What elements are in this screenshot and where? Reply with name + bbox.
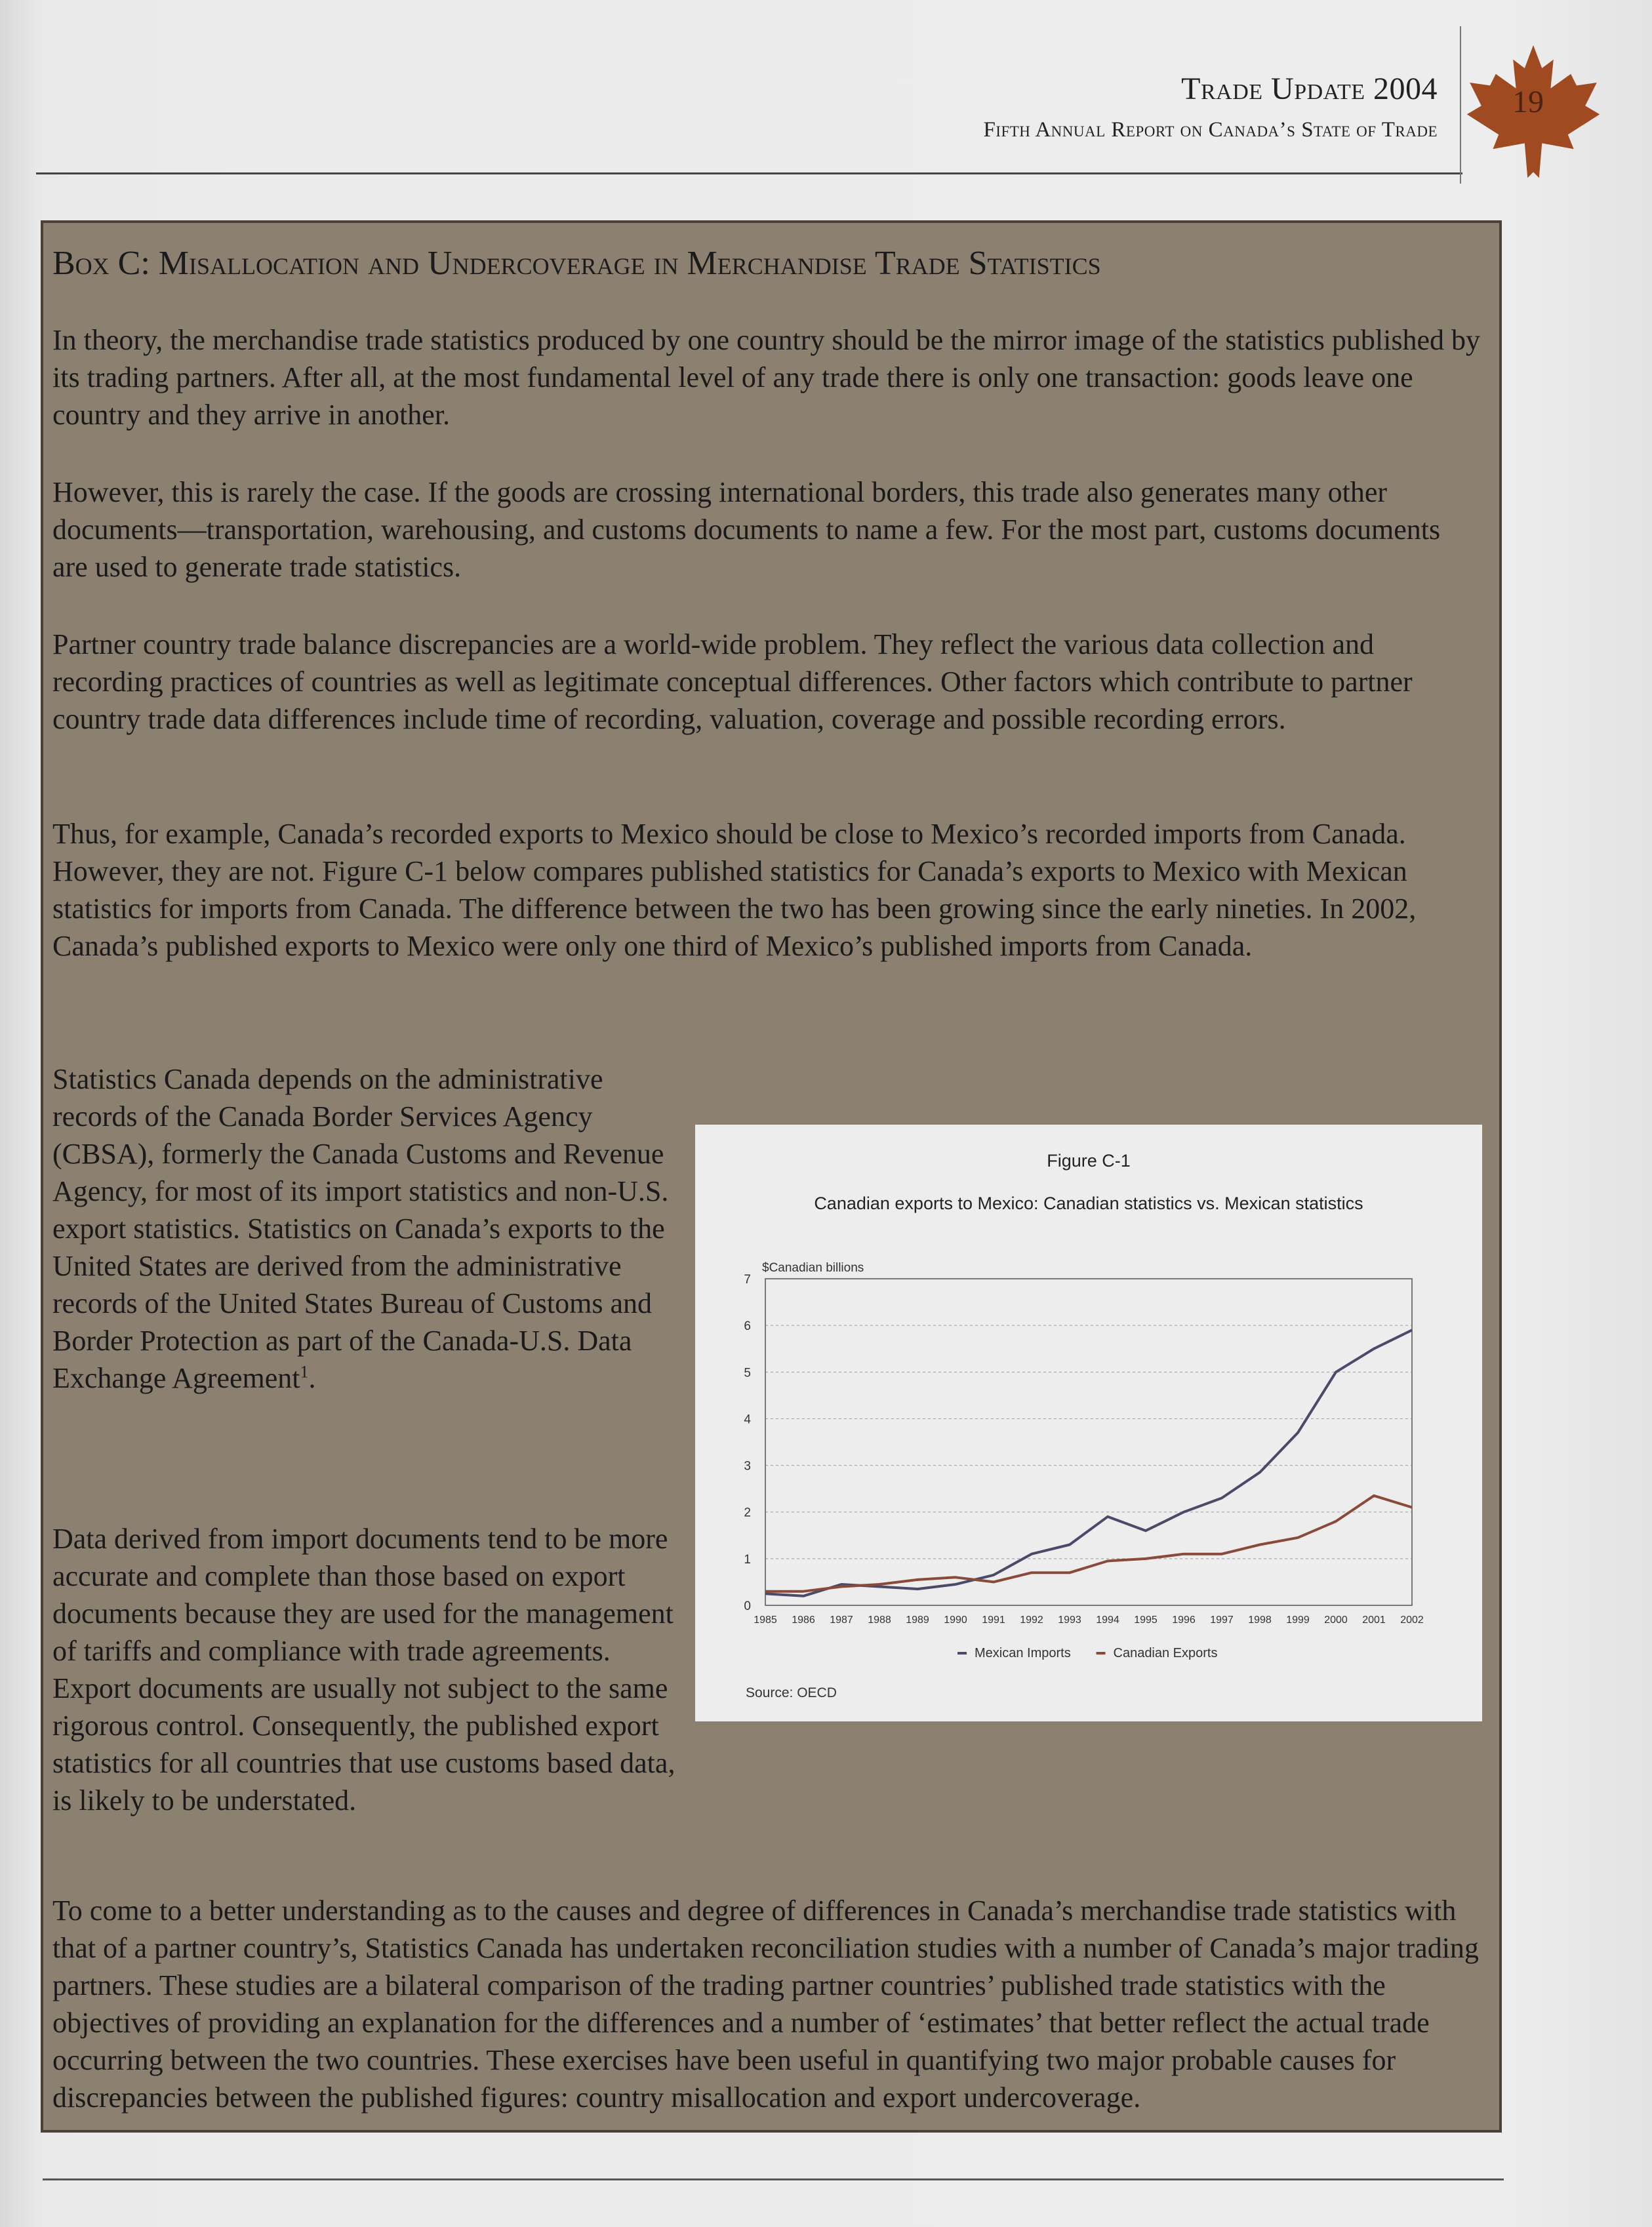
y-tick-label: 6 [744,1319,751,1334]
y-tick-label: 3 [744,1459,751,1474]
series-line-mexican-imports [765,1330,1412,1596]
paragraph-5-end: . [308,1362,316,1394]
figure-c-1 [695,1125,1482,1721]
x-tick-label: 1991 [982,1615,1005,1626]
y-tick-label: 0 [744,1599,751,1613]
paragraph-7: To come to a better understanding as to the causes and degree of differences in Canada’s merchandise trade statistics with that of a partner country’s, Statistics Canada has undertaken reconciliation studies with a number of Canada’s major trading partners. These studies are a bilateral comparison of the trading partner countries’ published trade statistics with the objectives of providing an explanation for the differences and a number of ‘estimates’ that better reflect the actual trade occurring between the two countries. These exercises have been useful in quantifying two major probable causes for discrepancies between the published figures: country misallocation and export undercoverage. [52,1895,1479,2114]
x-tick-label: 1993 [1058,1615,1081,1626]
y-tick-label: 5 [744,1366,751,1380]
x-tick-label: 1989 [906,1615,929,1626]
x-tick-label: 2001 [1362,1615,1386,1626]
legend-label: Canadian Exports [1113,1646,1218,1660]
y-tick-label: 7 [744,1273,751,1287]
paragraph-6: Data derived from import documents tend to be more accurate and complete than those based on export documents because they are used for the management of tariffs and compliance with trade agreements. Export documents are usually not subject to the same rigorous control. Consequently, the published export statistics for all countries that use customs based data, is likely to be understated. [52,1523,675,1816]
legend-label: Mexican Imports [975,1646,1071,1660]
figure-label: Figure C-1 [1047,1151,1131,1171]
running-header-title: Trade Update 2004 [1181,71,1438,106]
x-tick-label: 1999 [1286,1615,1310,1626]
x-tick-label: 1987 [830,1615,853,1626]
x-tick-label: 2002 [1400,1615,1424,1626]
chart-title: Canadian exports to Mexico: Canadian statistics vs. Mexican statistics [814,1194,1363,1213]
x-tick-label: 1996 [1172,1615,1196,1626]
paragraph-4: Thus, for example, Canada’s recorded exports to Mexico should be close to Mexico’s recorded imports from Canada. However, they are not. Figure C-1 below compares published statistics for Canada’s exports to Mexico with Mexican statistics for imports from Canada. The difference between the two has been growing since the early nineties. In 2002, Canada’s published exports to Mexico were only one third of Mexico’s published imports from Canada. [52,818,1417,962]
header-rule [36,172,1462,174]
paragraph-5 [52,1060,675,1397]
running-header-subtitle: Fifth Annual Report on Canada’s State of Trade [983,118,1438,142]
x-tick-label: 1997 [1210,1615,1234,1626]
series-line-canadian-exports [765,1496,1412,1592]
y-tick-label: 4 [744,1413,751,1427]
plot-frame [765,1279,1412,1605]
box-title: Box C: Misallocation and Undercoverage in Merchandise Trade Statistics [52,245,1101,282]
page-number: 19 [1512,85,1544,119]
y-tick-labels [744,1273,751,1613]
footnote-marker: 1 [300,1362,309,1382]
y-tick-label: 1 [744,1552,751,1567]
chart-gridlines [765,1325,1412,1559]
x-tick-label: 1986 [792,1615,815,1626]
paragraph-2: However, this is rarely the case. If the goods are crossing international borders, this trade also generates many other documents—transportation, warehousing, and customs documents to name a few. For the most part, customs documents are used to generate trade statistics. [52,476,1441,583]
paragraph-5-text: Statistics Canada depends on the administrative records of the Canada Border Services Agency (CBSA), formerly the Canada Customs and Revenue Agency, for most of its import statistics and non-U.S. export statistics. Statistics on Canada’s exports to the United States are derived from the administrative records of the United States Bureau of Customs and Border Protection as part of the Canada-U.S. Data Exchange Agreement [52,1063,669,1394]
x-tick-labels [754,1615,1424,1626]
footer-rule [43,2178,1504,2180]
x-tick-label: 1994 [1096,1615,1119,1626]
y-tick-label: 2 [744,1506,751,1520]
paragraph-3: Partner country trade balance discrepancies are a world-wide problem. They reflect the various data collection and recording practices of countries as well as legitimate conceptual differences. Other factors which contribute to partner country trade data differences include time of recording, valuation, coverage and possible recording errors. [52,628,1413,735]
x-tick-label: 1990 [944,1615,967,1626]
x-tick-label: 1992 [1020,1615,1043,1626]
line-chart [695,1125,1482,1721]
series-lines [765,1330,1412,1596]
x-tick-label: 2000 [1324,1615,1348,1626]
x-tick-label: 1995 [1134,1615,1158,1626]
x-tick-label: 1988 [868,1615,891,1626]
figure-source: Source: OECD [746,1685,837,1700]
chart-legend [957,1646,1217,1660]
paragraph-1: In theory, the merchandise trade statistics produced by one country should be the mirror image of the statistics published by its trading partners. After all, at the most fundamental level of any trade there is only one transaction: goods leave one country and they arrive in another. [52,324,1481,431]
x-tick-label: 1985 [754,1615,777,1626]
y-axis-label: $Canadian billions [762,1261,864,1275]
x-tick-label: 1998 [1248,1615,1272,1626]
